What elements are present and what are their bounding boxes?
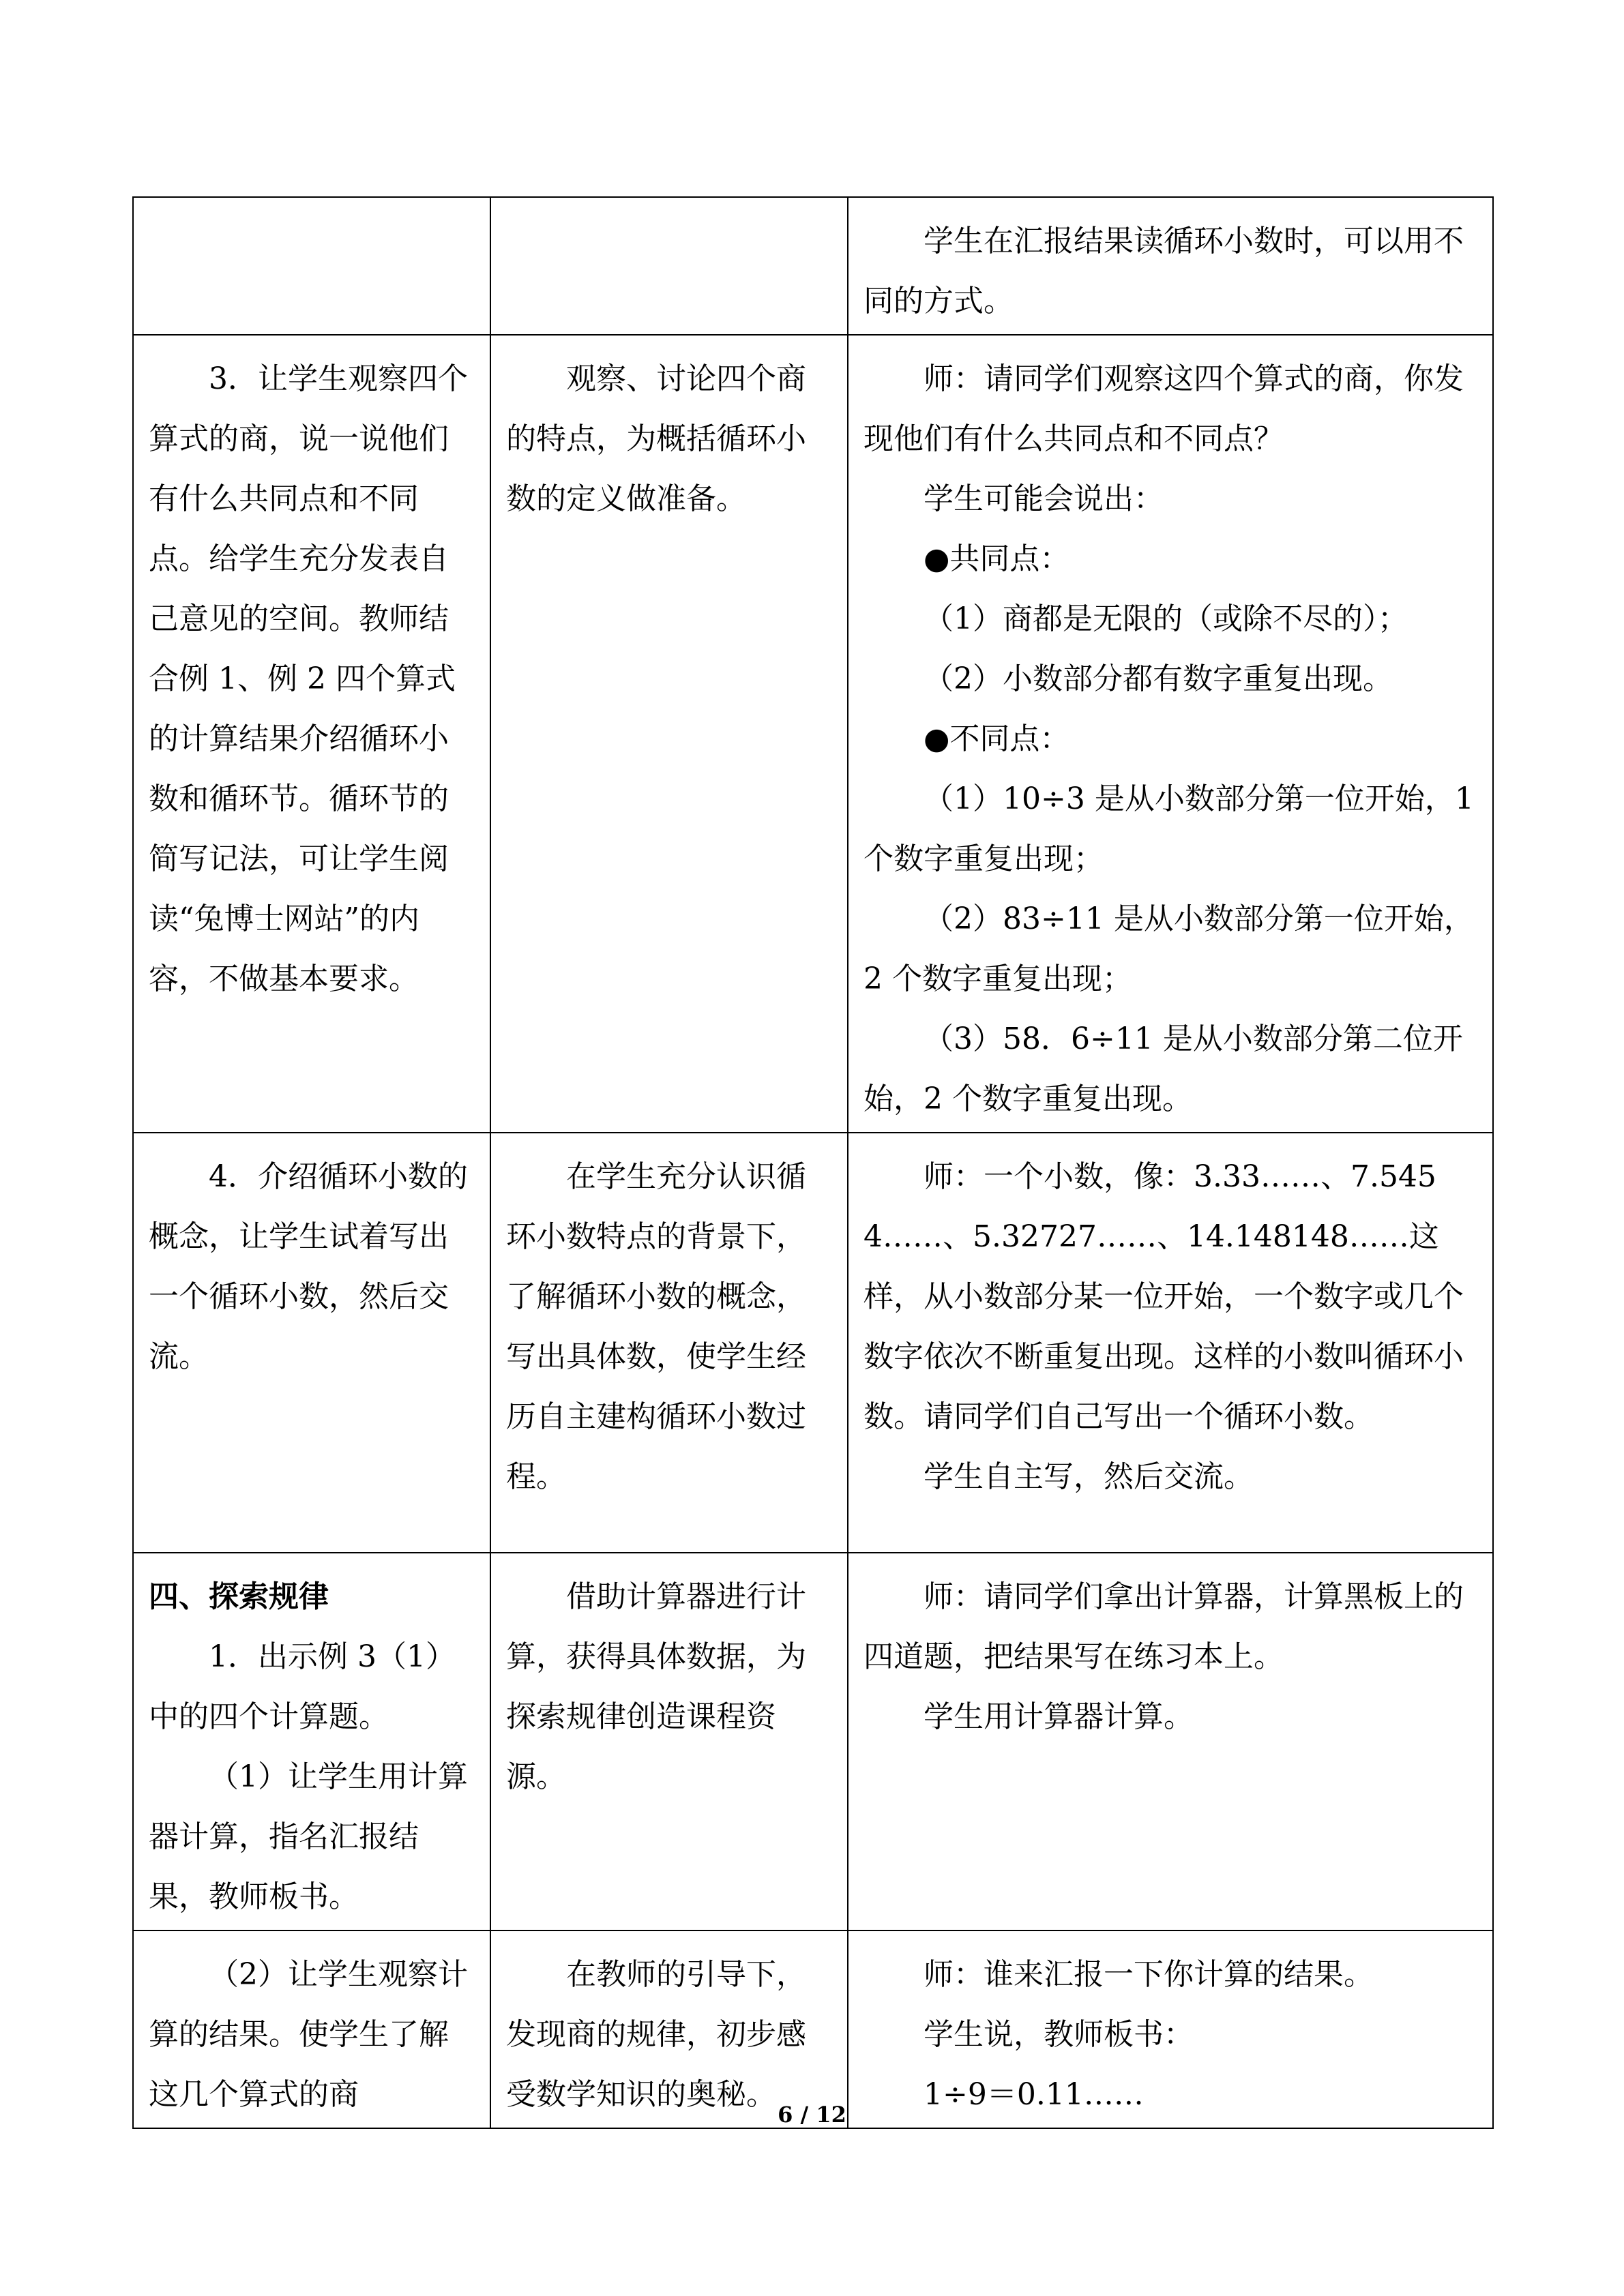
teaching-step-cell bbox=[133, 1133, 490, 1553]
paragraph: ●不同点： bbox=[924, 721, 1070, 756]
paragraph: 借助计算器进行计算，获得具体数据，为探索规律创造课程资源。 bbox=[506, 1579, 806, 1794]
paragraph: 观察、讨论四个商的特点，为概括循环小数的定义做准备。 bbox=[506, 361, 806, 516]
table-row bbox=[133, 1553, 1493, 1930]
design-intent-cell bbox=[490, 1133, 848, 1553]
paragraph: 学生用计算器计算。 bbox=[924, 1699, 1194, 1734]
paragraph: 1．出示例 3（1）中的四个计算题。 bbox=[149, 1639, 456, 1734]
teaching-step-cell bbox=[133, 1553, 490, 1930]
paragraph: 学生自主写，然后交流。 bbox=[924, 1459, 1254, 1494]
design-intent-cell bbox=[490, 335, 848, 1133]
classroom-activity-cell bbox=[848, 1553, 1493, 1930]
table-row bbox=[133, 1133, 1493, 1553]
table-row bbox=[133, 1930, 1493, 2128]
paragraph: ●共同点： bbox=[924, 541, 1070, 576]
teaching-step-cell bbox=[133, 335, 490, 1133]
design-intent-cell bbox=[490, 1930, 848, 2128]
paragraph: 3．让学生观察四个算式的商，说一说他们有什么共同点和不同点。给学生充分发表自己意见的空间。教师结合例 1、例 2 四个算式的计算结果介绍循环小数和循环节。循环节的简写记法，可让学生阅读“兔博士网站”的内容，不做基本要求。 bbox=[149, 361, 468, 996]
paragraph: 师：谁来汇报一下你计算的结果。 bbox=[924, 1957, 1374, 1992]
paragraph: （1）商都是无限的（或除不尽的）； bbox=[924, 601, 1408, 636]
design-intent-cell bbox=[490, 1553, 848, 1930]
design-intent-cell bbox=[490, 197, 848, 335]
paragraph: 师：一个小数，像：3.33……、7.5454……、5.32727……、14.148148……这样，从小数部分某一位开始，一个数字或几个数字依次不断重复出现。这样的小数叫循环小数。请同学们自己写出一个循环小数。 bbox=[863, 1159, 1464, 1434]
paragraph: （1）让学生用计算器计算，指名汇报结果，教师板书。 bbox=[149, 1759, 468, 1914]
paragraph: 4．介绍循环小数的概念，让学生试着写出一个循环小数，然后交流。 bbox=[149, 1159, 468, 1374]
paragraph: （2）让学生观察计算的结果。使学生了解这几个算式的商 bbox=[149, 1957, 468, 2112]
paragraph: （2）83÷11 是从小数部分第一位开始，2 个数字重复出现； bbox=[863, 901, 1474, 996]
teaching-step-cell bbox=[133, 197, 490, 335]
paragraph: 师：请同学们拿出计算器，计算黑板上的四道题，把结果写在练习本上。 bbox=[863, 1579, 1464, 1674]
table-row bbox=[133, 335, 1493, 1133]
paragraph: 学生在汇报结果读循环小数时，可以用不同的方式。 bbox=[863, 224, 1464, 318]
page-number: 6 / 12 bbox=[778, 2102, 846, 2128]
classroom-activity-cell bbox=[848, 335, 1493, 1133]
classroom-activity-cell bbox=[848, 197, 1493, 335]
paragraph: 学生可能会说出： bbox=[924, 481, 1164, 516]
classroom-activity-cell bbox=[848, 1930, 1493, 2128]
classroom-activity-cell bbox=[848, 1133, 1493, 1553]
paragraph: 在教师的引导下，发现商的规律，初步感受数学知识的奥秘。 bbox=[506, 1957, 806, 2112]
teaching-step-cell bbox=[133, 1930, 490, 2128]
paragraph: 师：请同学们观察这四个算式的商，你发现他们有什么共同点和不同点？ bbox=[863, 361, 1464, 456]
paragraph: （3）58．6÷11 是从小数部分第二位开始，2 个数字重复出现。 bbox=[863, 1022, 1463, 1116]
paragraph: （2）小数部分都有数字重复出现。 bbox=[924, 661, 1393, 696]
paragraph: 1÷9＝0.11…… bbox=[924, 2077, 1144, 2112]
table-row bbox=[133, 197, 1493, 335]
paragraph: （1）10÷3 是从小数部分第一位开始，1 个数字重复出现； bbox=[863, 781, 1474, 876]
paragraph: 学生说，教师板书： bbox=[924, 2017, 1194, 2052]
paragraph: 在学生充分认识循环小数特点的背景下，了解循环小数的概念，写出具体数，使学生经历自主建构循环小数过程。 bbox=[506, 1159, 806, 1494]
lesson-plan-table bbox=[132, 196, 1494, 2129]
section-heading: 四、探索规律 bbox=[149, 1579, 329, 1614]
